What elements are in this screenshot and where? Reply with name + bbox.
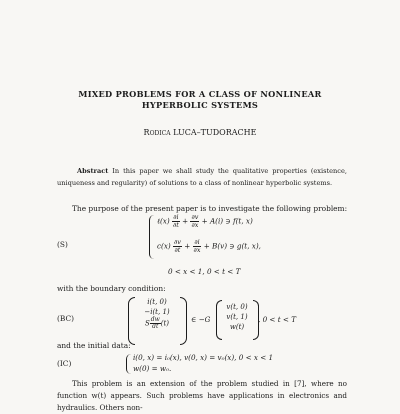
- trailing-paragraph: [57, 378, 347, 414]
- bc-vec2-row2: v(t, 1): [226, 313, 248, 321]
- bc-vec2-row3: w(t): [229, 323, 245, 331]
- ic-line-2: w(0) = w₀.: [133, 364, 172, 373]
- frac-dv-dx: $\frac{\partial v}{\partial x}$: [191, 213, 199, 229]
- eq-S1-lhs: ℓ(x): [157, 216, 170, 226]
- abstract: [57, 166, 347, 189]
- frac-di-dt: $\frac{\partial i}{\partial t}$: [172, 213, 179, 229]
- ic-line-1: i(0, x) = i₀(x), v(0, x) = v₀(x), 0 < x < 1: [133, 353, 274, 362]
- boundary-intro: with the boundary condition:: [57, 284, 166, 293]
- bc-vec1-row2: −i(t, 1): [144, 308, 170, 316]
- abstract-text: In this paper we shall study the qualitative properties (existence, uniqueness and regularity) of solutions to a class of nonlinear hyperbolic systems.: [57, 167, 347, 187]
- bc-condition: , 0 < t < T: [258, 315, 297, 324]
- eq-S2-lhs: c(x): [157, 241, 171, 251]
- bc-membership: ∈ −G: [191, 315, 211, 324]
- eq-S2-rhs: + B(v) ∋ g(t, x),: [203, 241, 261, 251]
- label-S: (S): [57, 240, 68, 249]
- bc-vec1-row1: i(t, 0): [147, 298, 167, 306]
- label-BC: (BC): [57, 314, 74, 323]
- bc-right-paren-1: [180, 297, 187, 345]
- abstract-label: Abstract: [77, 167, 109, 175]
- title-line-2: HYPERBOLIC SYSTEMS: [141, 100, 259, 110]
- bc-vector-2: [220, 302, 254, 332]
- bc-vec1-row3: S $\frac{dw}{dt}$ (t): [144, 316, 170, 330]
- frac-di-dx: $\frac{\partial i}{\partial x}$: [193, 238, 201, 254]
- bc-vector-1: [134, 297, 180, 330]
- system-brace: [149, 215, 154, 259]
- bc-vec2-row1: v(t, 0): [226, 303, 248, 311]
- trailing-text: This problem is an extension of the problem studied in [7], where no function w(t) appears. Such problems have applications in electronics and hydraulics. Others non-: [57, 379, 347, 412]
- domain-condition: 0 < x < 1, 0 < t < T: [168, 267, 241, 276]
- initial-intro: and the initial data:: [57, 341, 131, 350]
- author: Rodica LUCA–TUDORACHE: [143, 128, 257, 137]
- label-IC: (IC): [57, 359, 72, 368]
- intro-paragraph: The purpose of the present paper is to investigate the following problem:: [72, 204, 348, 213]
- equation-S1: ℓ(x) $\frac{\partial i}{\partial t}$ + $\frac{\partial v}{\partial x}$ + A(i) ∋ f(t, x): [157, 213, 253, 229]
- eq-S1-rhs: + A(i) ∋ f(t, x): [201, 216, 253, 226]
- title-line-1: MIXED PROBLEMS FOR A CLASS OF NONLINEAR: [78, 89, 322, 99]
- ic-brace: [126, 354, 131, 374]
- equation-S2: c(x) $\frac{\partial v}{\partial t}$ + $\frac{\partial i}{\partial x}$ + B(v) ∋ g(t, x),: [157, 238, 261, 254]
- paper-title: [60, 89, 340, 111]
- frac-dv-dt: $\frac{\partial v}{\partial t}$: [173, 238, 181, 254]
